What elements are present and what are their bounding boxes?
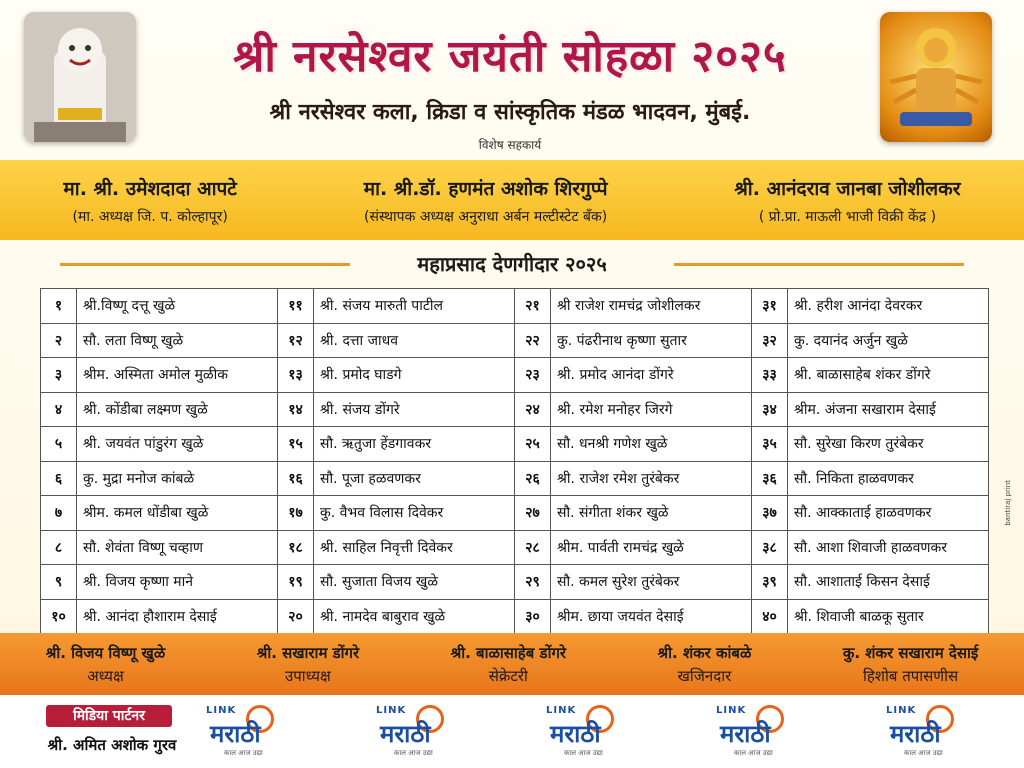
donor-number: ३४ — [752, 392, 788, 427]
office-bearer-name: श्री. सखाराम डोंगरे — [256, 643, 360, 662]
donor-number: १७ — [278, 496, 314, 531]
print-credit: bantiraj print — [1004, 480, 1012, 526]
donor-name: सौ. आशा शिवाजी हाळवणकर — [788, 530, 989, 565]
sponsor-name: मा. श्री. उमेशदादा आपटे — [63, 177, 237, 200]
table-row — [41, 323, 989, 358]
donor-number: २१ — [515, 289, 551, 324]
donor-number: २९ — [515, 565, 551, 600]
office-bearer-president — [46, 643, 166, 686]
donor-name: श्री. विजय कृष्णा माने — [77, 565, 278, 600]
donor-name: सौ. सुरेखा किरण तुरंबेकर — [788, 427, 989, 462]
logo-name-text: मराठी — [890, 720, 941, 748]
donor-name: श्री. संजय डोंगरे — [314, 392, 515, 427]
deity-photo — [880, 12, 992, 142]
sponsor-name: श्री. आनंदराव जानबा जोशीलकर — [734, 177, 961, 200]
logo-link-text: LINK — [376, 705, 407, 716]
donor-name: श्री. हरीश आनंदा देवरकर — [788, 289, 989, 324]
divider — [674, 263, 964, 266]
donor-number: ३७ — [752, 496, 788, 531]
donor-number: १ — [41, 289, 77, 324]
logo-link-text: LINK — [546, 705, 577, 716]
donor-name: सौ. कमल सुरेश तुरंबेकर — [551, 565, 752, 600]
donor-name: श्री राजेश रामचंद्र जोशीलकर — [551, 289, 752, 324]
sponsor-2 — [364, 175, 608, 226]
donor-name: श्री. प्रमोद घाडगे — [314, 358, 515, 393]
donor-name: श्रीम. पार्वती रामचंद्र खुळे — [551, 530, 752, 565]
donor-name: सौ. आशाताई किसन देसाई — [788, 565, 989, 600]
donor-name: सौ. सुजाता विजय खुळे — [314, 565, 515, 600]
office-bearer-role: खजिनदार — [677, 666, 732, 685]
narasimha-icon — [880, 12, 992, 142]
donor-name: श्री. दत्ता जाधव — [314, 323, 515, 358]
donor-table — [40, 288, 989, 634]
donor-number: १५ — [278, 427, 314, 462]
donor-number: ३६ — [752, 461, 788, 496]
donor-name: श्री. राजेश रमेश तुरंबेकर — [551, 461, 752, 496]
idol-icon — [24, 12, 136, 142]
office-bearer-name: श्री. शंकर कांबळे — [657, 643, 752, 662]
donor-name: श्री. बाळासाहेब शंकर डोंगरे — [788, 358, 989, 393]
donor-number: ४० — [752, 599, 788, 634]
sponsor-band — [0, 160, 1024, 240]
sponsor-name: मा. श्री.डॉ. हणमंत अशोक शिरगुप्पे — [363, 177, 608, 200]
donor-name: श्री. जयवंत पांडुरंग खुळे — [77, 427, 278, 462]
divider — [60, 263, 350, 266]
footer — [0, 695, 1024, 768]
donor-number: ३५ — [752, 427, 788, 462]
logo-name-text: मराठी — [380, 720, 431, 748]
donor-name: श्री. संजय मारुती पाटील — [314, 289, 515, 324]
logo-tagline: काल आज उद्या — [564, 749, 603, 757]
donor-number: २२ — [515, 323, 551, 358]
header — [0, 0, 1024, 165]
sponsor-1 — [63, 175, 236, 226]
donor-number: ५ — [41, 427, 77, 462]
donor-number: २५ — [515, 427, 551, 462]
office-bearer-name: श्री. बाळासाहेब डोंगरे — [450, 643, 567, 662]
office-bearer-role: अध्यक्ष — [87, 666, 124, 685]
logo-link-text: LINK — [716, 705, 747, 716]
donor-number: १६ — [278, 461, 314, 496]
donor-number: ३१ — [752, 289, 788, 324]
donor-name: श्री. आनंदा हौशाराम देसाई — [77, 599, 278, 634]
link-marathi-logo-icon — [204, 703, 282, 761]
office-bearers-band — [0, 633, 1024, 695]
sponsor-3 — [734, 175, 960, 226]
donor-name: श्री. नामदेव बाबुराव खुळे — [314, 599, 515, 634]
donor-number: ३३ — [752, 358, 788, 393]
sponsor-desc: ( प्रो.प्रा. माऊली भाजी विक्री केंद्र ) — [758, 208, 937, 225]
donor-number: ३९ — [752, 565, 788, 600]
donor-name: कु. मुद्रा मनोज कांबळे — [77, 461, 278, 496]
donor-name: सौ. आक्काताई हाळवणकर — [788, 496, 989, 531]
donor-number: ७ — [41, 496, 77, 531]
table-row — [41, 358, 989, 393]
media-partner-name: श्री. अमित अशोक गुरव — [47, 736, 177, 754]
office-bearer-vice-president — [257, 643, 359, 686]
office-bearer-treasurer — [658, 643, 752, 686]
donor-name: श्री. कोंडीबा लक्ष्मण खुळे — [77, 392, 278, 427]
logo-link-text: LINK — [886, 705, 917, 716]
donor-number: ३ — [41, 358, 77, 393]
logo-tagline: काल आज उद्या — [224, 749, 263, 757]
media-partner-badge: मिडिया पार्टनर — [46, 705, 172, 727]
logo-name-text: मराठी — [210, 720, 261, 748]
logo-tagline: काल आज उद्या — [904, 749, 943, 757]
idol-photo — [24, 12, 136, 142]
link-marathi-logo-icon — [884, 703, 962, 761]
donor-number: १३ — [278, 358, 314, 393]
donor-name: सौ. पूजा हळवणकर — [314, 461, 515, 496]
donor-name: कु. वैभव विलास दिवेकर — [314, 496, 515, 531]
donor-number: १२ — [278, 323, 314, 358]
donor-name: कु. दयानंद अर्जुन खुळे — [788, 323, 989, 358]
donor-number: ३८ — [752, 530, 788, 565]
donor-number: २३ — [515, 358, 551, 393]
donor-name: श्रीम. अस्मिता अमोल मुळीक — [77, 358, 278, 393]
table-row — [41, 565, 989, 600]
donor-number: २४ — [515, 392, 551, 427]
donor-number: ९ — [41, 565, 77, 600]
donor-name: सौ. ऋतुजा हेंडगावकर — [314, 427, 515, 462]
donor-number: ३२ — [752, 323, 788, 358]
donor-name: सौ. धनश्री गणेश खुळे — [551, 427, 752, 462]
donor-number: ८ — [41, 530, 77, 565]
special-cooperation-label: विशेष सहकार्य — [478, 138, 542, 152]
organization-name: श्री नरसेश्वर कला, क्रिडा व सांस्कृतिक मंडळ भादवन, मुंबई. — [269, 100, 751, 125]
office-bearer-role: हिशोब तपासणीस — [862, 666, 959, 685]
donor-number: २ — [41, 323, 77, 358]
table-row — [41, 392, 989, 427]
table-row — [41, 289, 989, 324]
donor-number: १४ — [278, 392, 314, 427]
donor-number: १९ — [278, 565, 314, 600]
logo-name-text: मराठी — [720, 720, 771, 748]
donor-name: श्री. शिवाजी बाळकू सुतार — [788, 599, 989, 634]
table-row — [41, 461, 989, 496]
table-row — [41, 496, 989, 531]
donor-name: सौ. संगीता शंकर खुळे — [551, 496, 752, 531]
office-bearer-auditor — [843, 643, 978, 686]
donor-number: १८ — [278, 530, 314, 565]
sponsor-desc: (मा. अध्यक्ष जि. प. कोल्हापूर) — [72, 208, 228, 225]
donor-number: १० — [41, 599, 77, 634]
donor-number: २७ — [515, 496, 551, 531]
logo-tagline: काल आज उद्या — [734, 749, 773, 757]
link-marathi-logo-icon — [374, 703, 452, 761]
donor-number: ३० — [515, 599, 551, 634]
donor-name: सौ. लता विष्णू खुळे — [77, 323, 278, 358]
table-row — [41, 599, 989, 634]
donor-name: कु. पंढरीनाथ कृष्णा सुतार — [551, 323, 752, 358]
sponsor-desc: (संस्थापक अध्यक्ष अनुराधा अर्बन मल्टीस्टेट बँक) — [364, 208, 608, 225]
donor-number: २८ — [515, 530, 551, 565]
donor-name: श्री. रमेश मनोहर जिरगे — [551, 392, 752, 427]
logo-link-text: LINK — [206, 705, 237, 716]
link-marathi-logo-icon — [544, 703, 622, 761]
logo-tagline: काल आज उद्या — [394, 749, 433, 757]
logo-name-text: मराठी — [550, 720, 601, 748]
donors-heading: महाप्रसाद देणगीदार २०२५ — [417, 252, 607, 276]
donor-name: श्रीम. अंजना सखाराम देसाई — [788, 392, 989, 427]
link-marathi-logo-icon — [714, 703, 792, 761]
donor-number: ११ — [278, 289, 314, 324]
donor-name: श्री. साहिल निवृत्ती दिवेकर — [314, 530, 515, 565]
table-row — [41, 427, 989, 462]
donor-name: श्री. प्रमोद आनंदा डोंगरे — [551, 358, 752, 393]
donor-number: ६ — [41, 461, 77, 496]
office-bearer-role: सेक्रेटरी — [488, 666, 528, 685]
office-bearer-name: कु. शंकर सखाराम देसाई — [842, 643, 979, 662]
page-title: श्री नरसेश्वर जयंती सोहळा २०२५ — [233, 31, 787, 82]
donor-name: श्रीम. छाया जयवंत देसाई — [551, 599, 752, 634]
office-bearer-name: श्री. विजय विष्णू खुळे — [45, 643, 166, 662]
donor-name: सौ. शेवंता विष्णू चव्हाण — [77, 530, 278, 565]
donor-number: ४ — [41, 392, 77, 427]
office-bearer-role: उपाध्यक्ष — [285, 666, 331, 685]
donor-number: २० — [278, 599, 314, 634]
donor-name: सौ. निकिता हाळवणकर — [788, 461, 989, 496]
table-row — [41, 530, 989, 565]
office-bearer-secretary — [451, 643, 566, 686]
donor-number: २६ — [515, 461, 551, 496]
donor-name: श्री.विष्णू दत्तू खुळे — [77, 289, 278, 324]
donor-name: श्रीम. कमल धोंडीबा खुळे — [77, 496, 278, 531]
